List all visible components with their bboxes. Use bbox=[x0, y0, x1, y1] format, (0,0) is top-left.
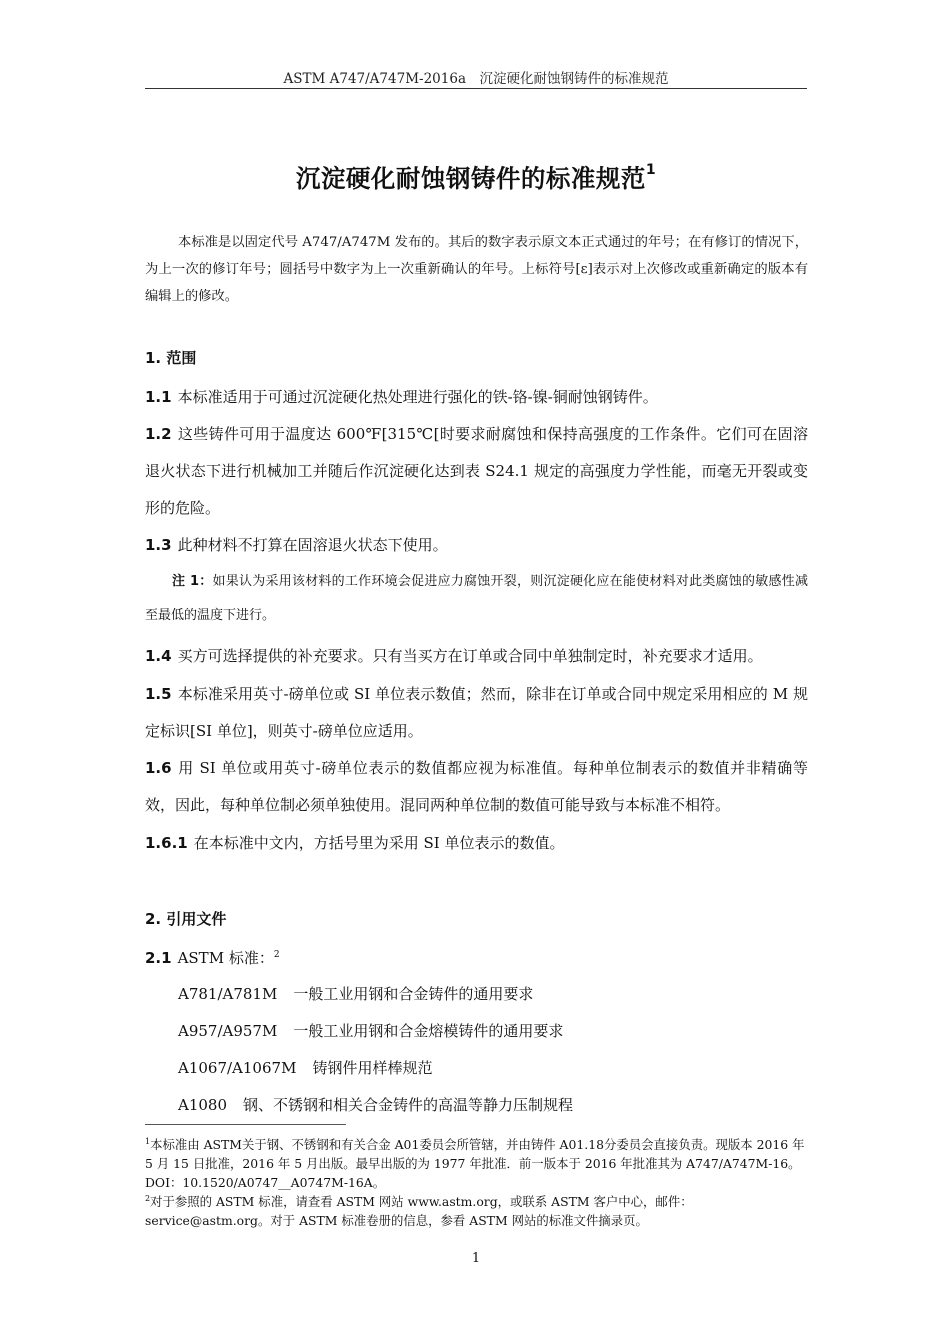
reference-code: A781/A781M bbox=[178, 985, 278, 1003]
clause-1-6 bbox=[145, 750, 808, 824]
footnote-mark: 1 bbox=[145, 1137, 151, 1146]
clause-number: 1.3 bbox=[145, 536, 172, 554]
reference-title: 一般工业用钢和合金铸件的通用要求 bbox=[293, 985, 534, 1003]
footnote-text: 对于参照的 ASTM 标准，请查看 ASTM 网站 www.astm.org，或联系 ASTM 客户中心，邮件：service@astm.org。对于 ASTM 标准卷册的信息，参看 ASTM 网站的标准文件摘录页。 bbox=[145, 1194, 693, 1229]
reference-item bbox=[178, 1020, 563, 1041]
clause-number: 1.6 bbox=[145, 759, 172, 777]
clause-number: 2.1 bbox=[145, 949, 172, 967]
clause-number: 1.4 bbox=[145, 647, 172, 665]
running-header: ASTM A747/A747M-2016a 沉淀硬化耐蚀钢铸件的标准规范 bbox=[283, 71, 669, 87]
reference-title: 铸钢件用样棒规范 bbox=[312, 1059, 433, 1077]
clause-text: ASTM 标准： bbox=[177, 949, 274, 967]
clause-text: 本标准适用于可通过沉淀硬化热处理进行强化的铁-铬-镍-铜耐蚀钢铸件。 bbox=[177, 388, 658, 406]
clause-number: 1.1 bbox=[145, 388, 172, 406]
document-title bbox=[145, 160, 807, 195]
clause-number: 1.6.1 bbox=[145, 834, 188, 852]
clause-1-6-1 bbox=[145, 825, 808, 862]
reference-title: 一般工业用钢和合金熔模铸件的通用要求 bbox=[293, 1022, 564, 1040]
clause-text: 这些铸件可用于温度达 600℉[315℃[时要求耐腐蚀和保持高强度的工作条件。它们可在固溶退火状态下进行机械加工并随后作沉淀硬化达到表 S24.1 规定的高强度力学性能，而毫无开裂或变形的危险。 bbox=[145, 425, 808, 517]
note-label: 注 1： bbox=[172, 574, 213, 589]
clause-2-1 bbox=[145, 937, 808, 977]
clause-number: 1.5 bbox=[145, 685, 172, 703]
clause-text: 此种材料不打算在固溶退火状态下使用。 bbox=[177, 536, 448, 554]
note-text: 如果认为采用该材料的工作环境会促进应力腐蚀开裂，则沉淀硬化应在能使材料对此类腐蚀的敏感性减至最低的温度下进行。 bbox=[145, 574, 808, 623]
footnote-mark-2[interactable]: 2 bbox=[273, 950, 280, 960]
section-1-heading: 1. 范围 bbox=[145, 349, 197, 367]
reference-item bbox=[178, 1057, 432, 1078]
clause-1-1 bbox=[145, 379, 808, 416]
reference-code: A957/A957M bbox=[178, 1022, 278, 1040]
intro-paragraph: 本标准是以固定代号 A747/A747M 发布的。其后的数字表示原文本正式通过的年号；在有修订的情况下，为上一次的修订年号；圆括号中数字为上一次重新确认的年号。上标符号[ε]表示对上次修改或重新确定的版本有编辑上的修改。 bbox=[145, 235, 808, 304]
footnote-mark: 2 bbox=[145, 1194, 151, 1203]
reference-title: 钢、不锈钢和相关合金铸件的高温等静力压制规程 bbox=[243, 1096, 574, 1114]
document-title-text: 沉淀硬化耐蚀钢铸件的标准规范 bbox=[295, 164, 646, 193]
clause-text: 本标准采用英寸-磅单位或 SI 单位表示数值；然而，除非在订单或合同中规定采用相应的 M 规定标识[SI 单位]，则英寸-磅单位应适用。 bbox=[145, 685, 808, 740]
clause-1-5 bbox=[145, 676, 808, 750]
reference-code: A1067/A1067M bbox=[178, 1059, 297, 1077]
clause-number: 1.2 bbox=[145, 425, 172, 443]
section-2-heading: 2. 引用文件 bbox=[145, 910, 227, 928]
title-footnote-mark[interactable]: 1 bbox=[645, 161, 657, 178]
note-1 bbox=[145, 565, 808, 633]
footnote-separator bbox=[145, 1124, 346, 1125]
footnote-2 bbox=[145, 1189, 808, 1230]
clause-1-3 bbox=[145, 527, 808, 564]
clause-text: 在本标准中文内，方括号里为采用 SI 单位表示的数值。 bbox=[193, 834, 565, 852]
footnote-text: 本标准由 ASTM关于钢、不锈钢和有关合金 A01委员会所管辖，并由铸件 A01.18分委员会直接负责。现版本 2016 年 5 月 15 日批准，2016 年 5 月出版。最早出版的为 1977 年批准．前一版本于 2016 年批准其为 A747/A747M-16。DOI：10.1520/A0747__A0747M-16A。 bbox=[145, 1137, 805, 1191]
reference-item bbox=[178, 983, 533, 1004]
page-number: 1 bbox=[471, 1251, 481, 1266]
footnote-1 bbox=[145, 1132, 808, 1192]
clause-text: 买方可选择提供的补充要求。只有当买方在订单或合同中单独制定时，补充要求才适用。 bbox=[177, 647, 763, 665]
reference-item bbox=[178, 1094, 573, 1115]
header-rule bbox=[145, 88, 807, 89]
reference-code: A1080 bbox=[178, 1096, 228, 1114]
clause-text: 用 SI 单位或用英寸-磅单位表示的数值都应视为标准值。每种单位制表示的数值并非精确等效，因此，每种单位制必须单独使用。混同两种单位制的数值可能导致与本标准不相符。 bbox=[145, 759, 808, 814]
clause-1-2 bbox=[145, 416, 808, 527]
clause-1-4 bbox=[145, 638, 808, 675]
